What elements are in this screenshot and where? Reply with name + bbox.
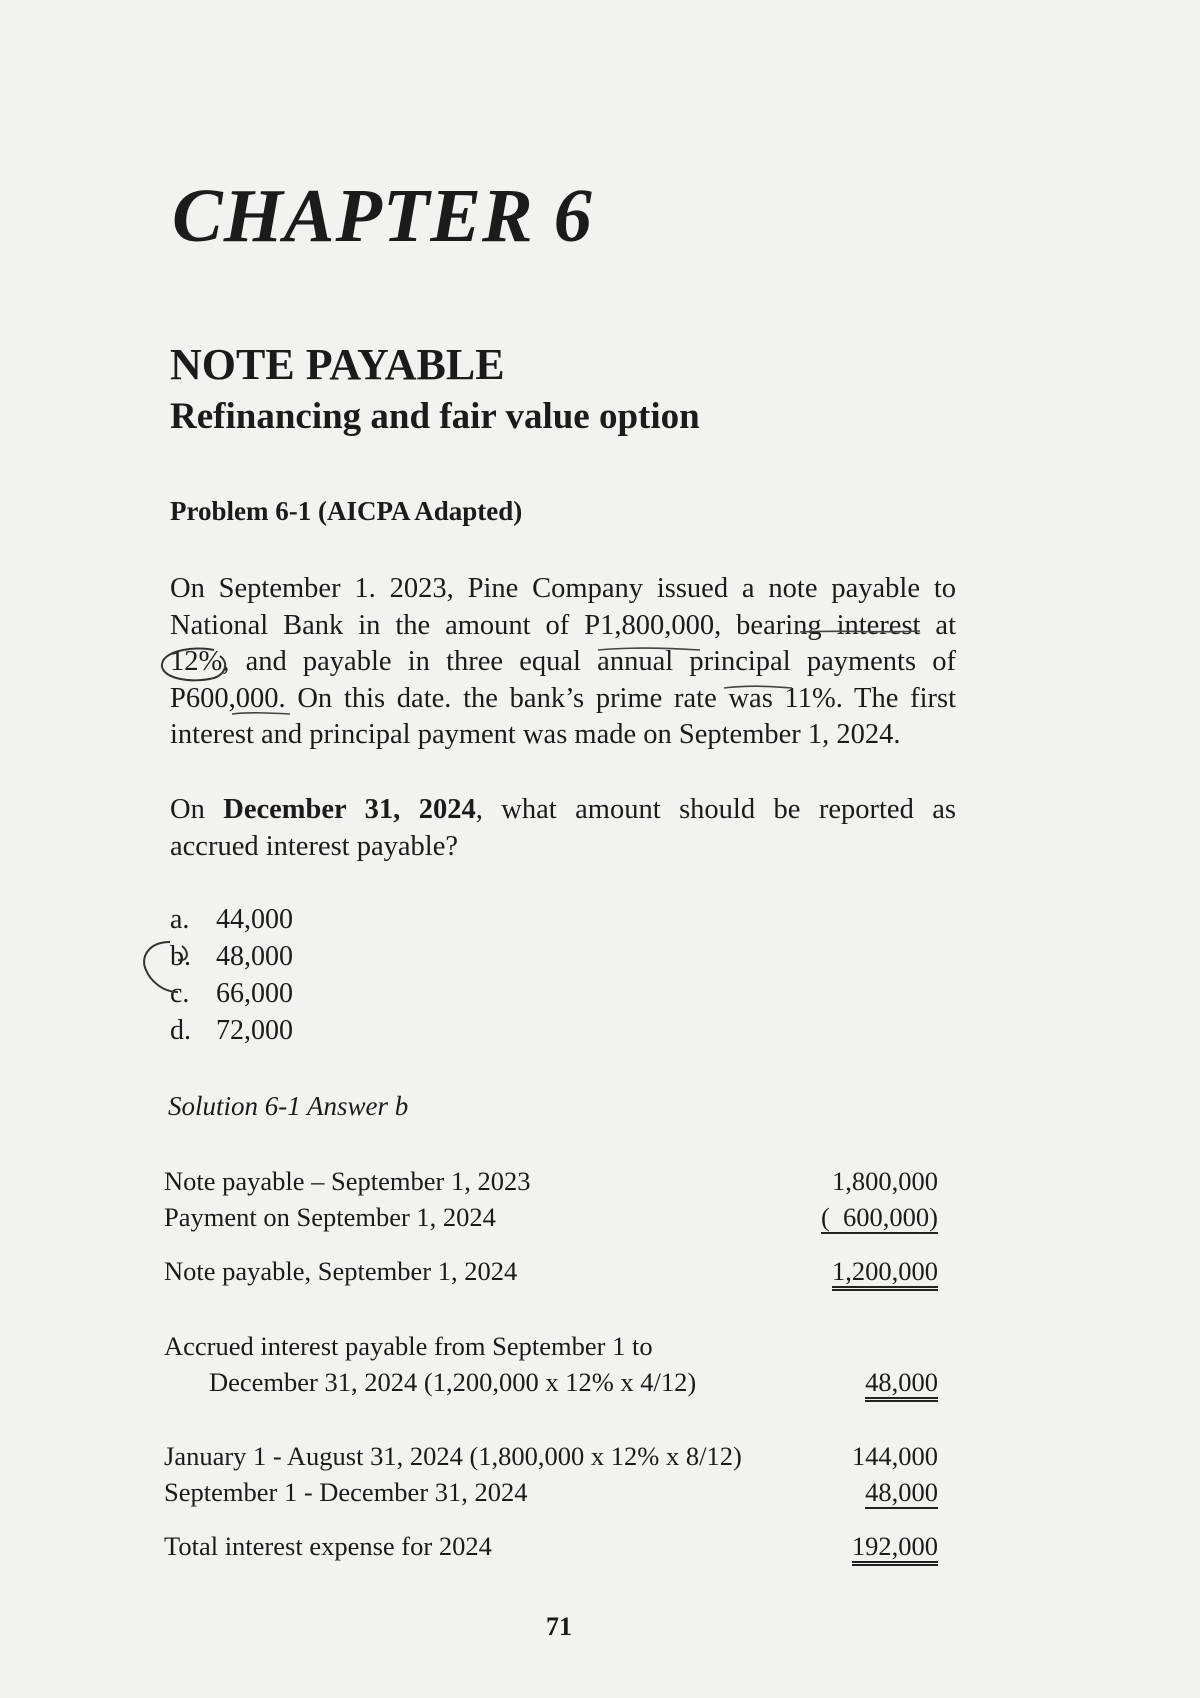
choice-value: 72,000 (216, 1015, 293, 1046)
solution-amount: 1,800,000 (832, 1166, 938, 1196)
section-title: NOTE PAYABLE (170, 340, 505, 389)
problem-line: 12%, and payable in three equal annual principal payments of (170, 646, 956, 677)
solution-heading: Solution 6-1 Answer b (168, 1091, 409, 1121)
solution-label: Payment on September 1, 2024 (164, 1202, 496, 1232)
problem-question (170, 792, 956, 865)
choice-letter: c. (170, 978, 190, 1009)
choice-value: 44,000 (216, 904, 293, 935)
choice-value: 66,000 (216, 978, 293, 1009)
choice-a (170, 901, 293, 938)
choice-letter: a. (170, 904, 190, 935)
solution-label: Note payable, September 1, 2024 (164, 1256, 518, 1286)
chapter-title: CHAPTER 6 (172, 174, 593, 258)
problem-statement (170, 571, 956, 754)
choice-letter: b. (170, 941, 191, 972)
solution-label: Accrued interest payable from September 1 to (164, 1331, 653, 1361)
solution-label: September 1 - December 31, 2024 (164, 1477, 528, 1507)
solution-label: Total interest expense for 2024 (164, 1531, 492, 1561)
solution-amount: 48,000 (865, 1477, 938, 1507)
question-line (170, 792, 956, 829)
problem-line: On September 1. 2023, Pine Company issued a note payable to (170, 573, 956, 604)
answer-choices (170, 901, 293, 1049)
section-subtitle: Refinancing and fair value option (170, 396, 700, 437)
choice-letter: d. (170, 1015, 191, 1046)
choice-b (170, 938, 293, 975)
problem-line: interest and principal payment was made on September 1, 2024. (170, 719, 901, 750)
question-date: December 31, 2024 (223, 794, 476, 825)
problem-heading: Problem 6-1 (AICPA Adapted) (170, 496, 523, 526)
solution-label: December 31, 2024 (1,200,000 x 12% x 4/12) (209, 1367, 697, 1397)
choice-value: 48,000 (216, 941, 293, 972)
problem-line: P600,000. On this date. the bank’s prime rate was 11%. The first (170, 682, 956, 714)
solution-label: Note payable – September 1, 2023 (164, 1166, 531, 1196)
solution-amount: 192,000 (852, 1533, 938, 1566)
choice-d (170, 1012, 293, 1049)
solution-amount: 144,000 (851, 1441, 938, 1471)
solution-label: January 1 - August 31, 2024 (1,800,000 x 12% x 8/12) (164, 1441, 742, 1471)
question-line: accrued interest payable? (170, 830, 458, 862)
solution-amount: 1,200,000 (832, 1258, 938, 1291)
choice-c (170, 975, 293, 1012)
page-number: 71 (546, 1612, 572, 1641)
solution-amount: 48,000 (865, 1369, 938, 1402)
question-rest: , what amount should be reported as (475, 794, 957, 825)
question-lead: On (170, 794, 224, 825)
solution-amount: ( 600,000) (820, 1202, 938, 1232)
problem-line: National Bank in the amount of P1,800,000, bearing interest at (170, 609, 956, 641)
